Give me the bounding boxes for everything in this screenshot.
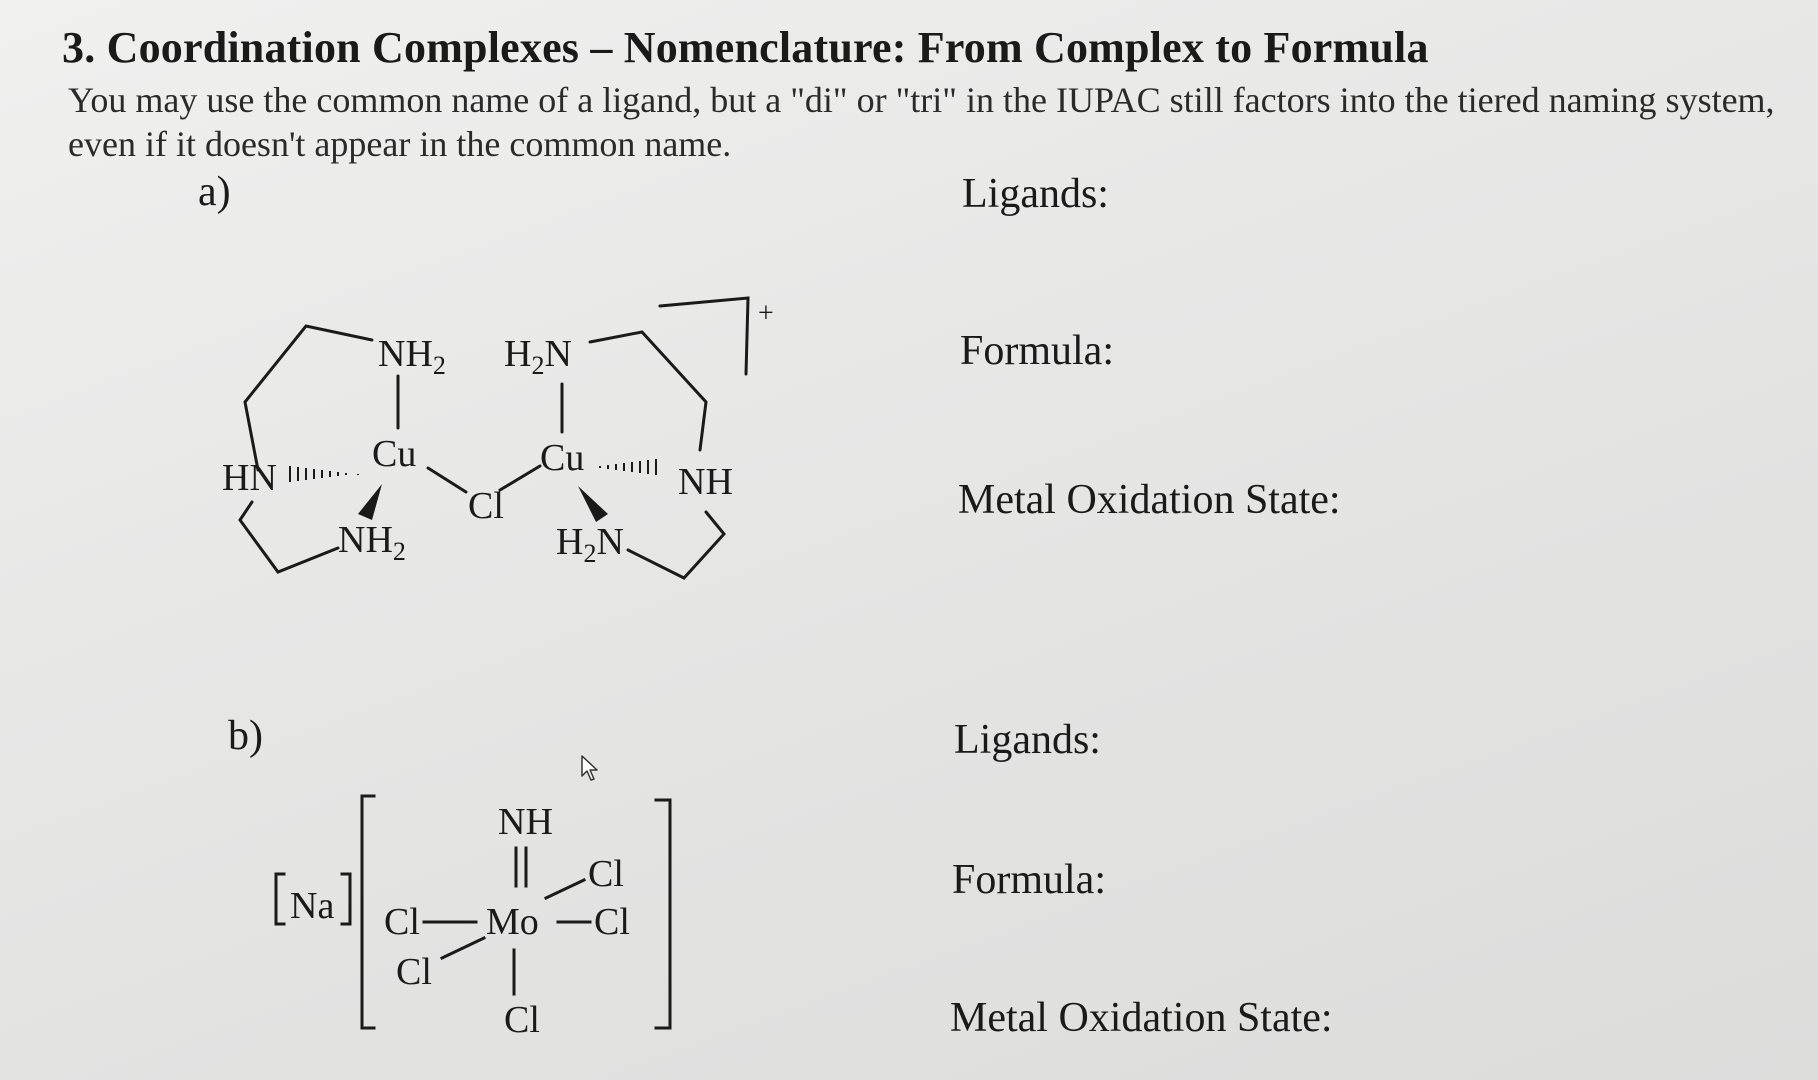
h2n-top-right-label: $H_2N$ (504, 333, 572, 380)
cl-lower-left-label: Cl (396, 951, 432, 993)
nh-right-label: NH (678, 461, 733, 503)
cu-right-label: Cu (540, 437, 585, 479)
cl-bridge-label: Cl (468, 485, 504, 527)
mouse-cursor-icon (580, 754, 602, 784)
part-a-oxidation-label: Metal Oxidation State: (958, 477, 1341, 523)
hn-left-label: HN (222, 457, 277, 499)
cl-left-label: Cl (384, 901, 420, 943)
cl-bottom-label: Cl (504, 999, 540, 1041)
part-b-ligands-label: Ligands: (954, 717, 1101, 763)
cl-upper-right-label: Cl (588, 853, 624, 895)
nh-ligand-label: NH (498, 801, 553, 843)
part-b-formula-label: Formula: (952, 857, 1106, 903)
part-a-label: a) (198, 169, 231, 215)
part-b-oxidation-label: Metal Oxidation State: (950, 995, 1333, 1041)
charge-label: + (758, 298, 774, 329)
instructions-text: You may use the common name of a ligand, but a "di" or "tri" in the IUPAC still factors into the tiered naming system, even if it doesn't appear in the common name. (68, 80, 1775, 164)
part-b-structure (0, 0, 800, 1080)
part-a-ligands-label: Ligands: (962, 171, 1109, 217)
nh2-top-left-label: $NH_2$ (378, 333, 446, 380)
page-title: 3. Coordination Complexes – Nomenclature: From Complex to Formula (62, 23, 1429, 72)
cu-left-label: Cu (372, 433, 417, 475)
part-a-formula-label: Formula: (960, 328, 1114, 374)
part-b-label: b) (228, 713, 263, 759)
mo-center-label: Mo (486, 901, 539, 943)
cl-right-label: Cl (594, 901, 630, 943)
h2n-bottom-right-label: $H_2N$ (556, 521, 624, 568)
na-counter-ion-label: Na (290, 885, 335, 927)
nh2-bottom-left-label: $NH_2$ (338, 519, 406, 566)
